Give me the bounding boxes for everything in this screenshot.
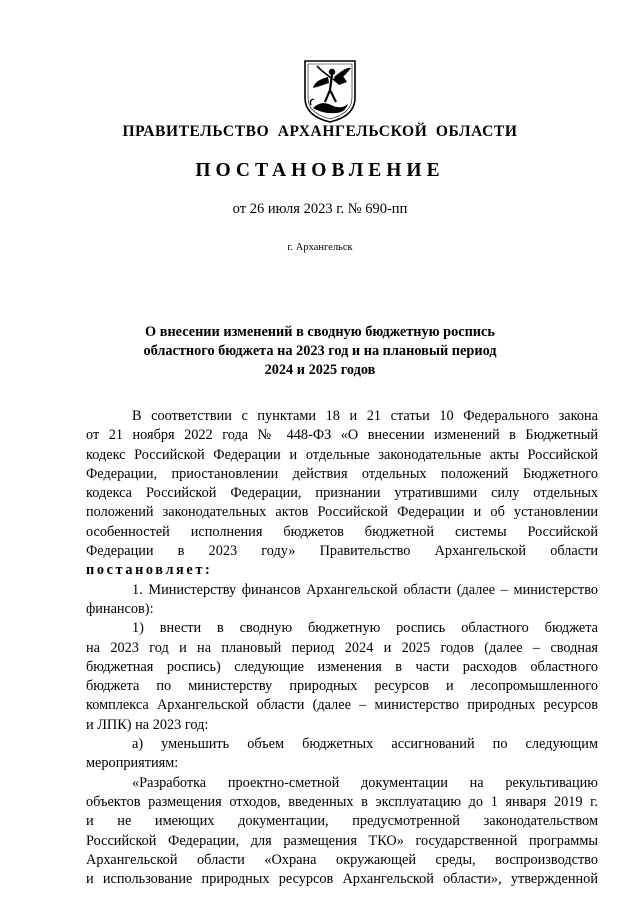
body-line: объектов размещения отходов, введенных в эксплуатацию до 1 января 2019 г. (86, 793, 598, 810)
subject-line: областного бюджета на 2023 год и на плановый период (143, 343, 497, 359)
body-line: на 2023 год и на плановый период 2024 и 2025 годов (далее – сводная (86, 639, 598, 656)
subject-line: О внесении изменений в сводную бюджетную роспись (145, 324, 495, 340)
subject-line: 2024 и 2025 годов (264, 362, 376, 378)
body-line-decree-verb: постановляет: (86, 562, 213, 579)
body-line: Архангельской области «Охрана окружающей среды, воспроизводство (86, 851, 598, 868)
body-line: и ЛПК) на 2023 год: (86, 716, 209, 733)
body-line: особенностей исполнения бюджетов бюджетной системы Российской (86, 523, 598, 540)
body-line: бюджета по министерству природных ресурсов и лесопромышленного (86, 678, 598, 695)
body-line: положений законодательных актов Российской Федерации и об установлении (86, 504, 598, 521)
body-line: бюджетная роспись) следующие изменения в части расходов областного (86, 658, 598, 675)
coat-of-arms-icon (301, 58, 359, 124)
body-line: 1. Министерству финансов Архангельской области (далее – министерство (132, 581, 598, 598)
body-line: комплекса Архангельской области (далее – министерство природных ресурсов (86, 697, 598, 714)
body-line: и использование природных ресурсов Архангельской области», утвержденной (86, 871, 598, 888)
body-line: Российской Федерации, для размещения ТКО» государственной программы (86, 832, 598, 849)
body-line: от 21 ноября 2022 года № 448-ФЗ «О внесении изменений в Бюджетный (86, 427, 598, 444)
document-city: г. Архангельск (287, 242, 353, 253)
document-date-number: от 26 июля 2023 г. № 690-пп (232, 201, 408, 217)
body-line: финансов): (86, 600, 154, 617)
body-line: В соответствии с пунктами 18 и 21 статьи 10 Федерального закона (132, 408, 598, 424)
body-line: а) уменьшить объем бюджетных ассигнований по следующим (132, 736, 598, 753)
document-subject (100, 323, 540, 380)
government-title: ПРАВИТЕЛЬСТВО АРХАНГЕЛЬСКОЙ ОБЛАСТИ (122, 123, 518, 140)
body-line: мероприятиям: (86, 755, 179, 772)
body-line: 1) внести в сводную бюджетную роспись областного бюджета (132, 620, 598, 637)
body-line: «Разработка проектно-сметной документации на рекультивацию (132, 774, 598, 791)
body-line: кодекса Российской Федерации, признании утратившими силу отдельных (86, 485, 598, 502)
document-body (86, 407, 598, 889)
document-type: ПОСТАНОВЛЕНИЕ (195, 160, 445, 181)
body-line: и не имеющих документации, предусмотренной законодательством (86, 813, 598, 830)
body-line: кодекс Российской Федерации и отдельные законодательные акты Российской (86, 446, 598, 463)
body-line: Федерации, приостановлении действия отдельных положений Бюджетного (86, 465, 598, 482)
body-line: Федерации в 2023 году» Правительство Архангельской области (86, 543, 598, 560)
